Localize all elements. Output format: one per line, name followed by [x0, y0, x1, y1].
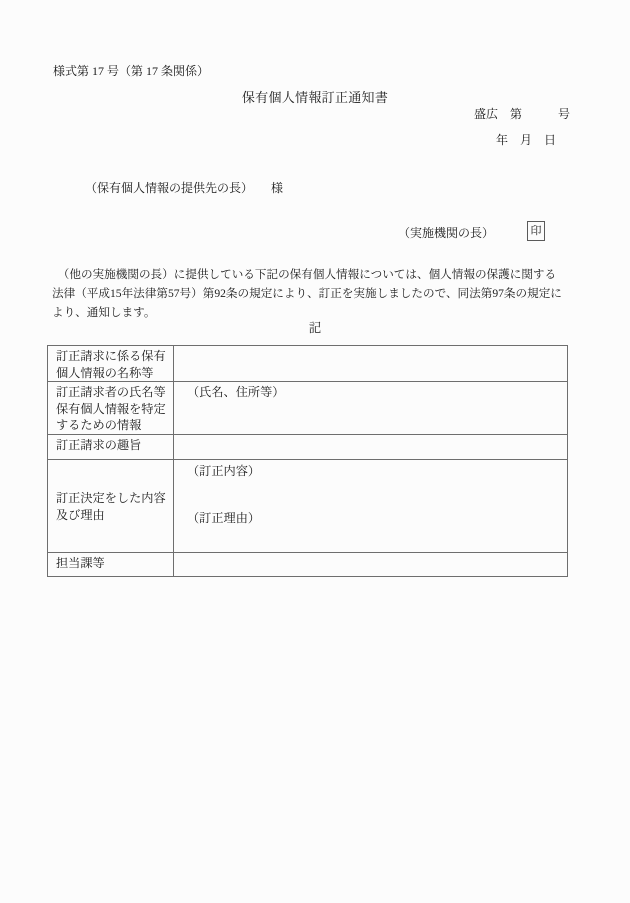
- body-line: （他の実施機関の長）に提供している下記の保有個人情報については、個人情報の保護に関する: [52, 268, 557, 281]
- document-title: 保有個人情報訂正通知書: [241, 90, 389, 105]
- table-row: [48, 382, 568, 435]
- addressee-line: （保有個人情報の提供先の長） 様: [85, 181, 284, 195]
- label-line: 保有個人情報を特定: [56, 401, 166, 416]
- table-row: [48, 459, 568, 552]
- doc-number-line: 盛広 第 号: [473, 107, 570, 121]
- body-line: より、通知します。: [52, 306, 156, 320]
- body-paragraph: [52, 265, 572, 323]
- form-number: 様式第 17 号（第 17 条関係）: [53, 64, 210, 78]
- label-line: 訂正決定をした内容: [56, 491, 166, 505]
- value-text-correction-content: （訂正内容）: [187, 463, 261, 478]
- row-value-cell: [174, 434, 568, 459]
- row-label-cell: [48, 552, 174, 576]
- row-value-cell: [174, 382, 568, 435]
- label-line: 個人情報の名称等: [56, 365, 154, 380]
- table-row: [48, 434, 568, 459]
- seal-stamp: [527, 221, 545, 241]
- value-text: （氏名、住所等）: [187, 385, 285, 399]
- row-label-cell: [48, 382, 174, 435]
- body-line: 法律（平成15年法律第57号）第92条の規定により、訂正を実施しましたので、同法第97条の規定に: [52, 287, 562, 301]
- label-line: 訂正請求者の氏名等: [56, 385, 166, 399]
- date-line: 年 月 日: [495, 133, 556, 147]
- record-heading: 記: [308, 321, 322, 335]
- row-value-cell: [174, 552, 568, 576]
- row-value-cell: [174, 459, 568, 552]
- table-row: [48, 552, 568, 576]
- label-line: 訂正請求に係る保有: [56, 349, 166, 363]
- row-label-cell: [48, 434, 174, 459]
- label-line: 訂正請求の趣旨: [56, 437, 142, 452]
- seal-character: 印: [530, 224, 542, 237]
- value-text-correction-reason: （訂正理由）: [187, 511, 261, 525]
- label-line: 及び理由: [56, 507, 105, 522]
- table-row: [48, 346, 568, 382]
- row-label-cell: [48, 459, 174, 552]
- label-line: 担当課等: [56, 555, 105, 570]
- row-value-cell: [174, 346, 568, 382]
- label-line: するための情報: [56, 418, 142, 432]
- sender-line: （実施機関の長）: [398, 226, 495, 240]
- row-label-cell: [48, 346, 174, 382]
- notice-table: [47, 345, 568, 577]
